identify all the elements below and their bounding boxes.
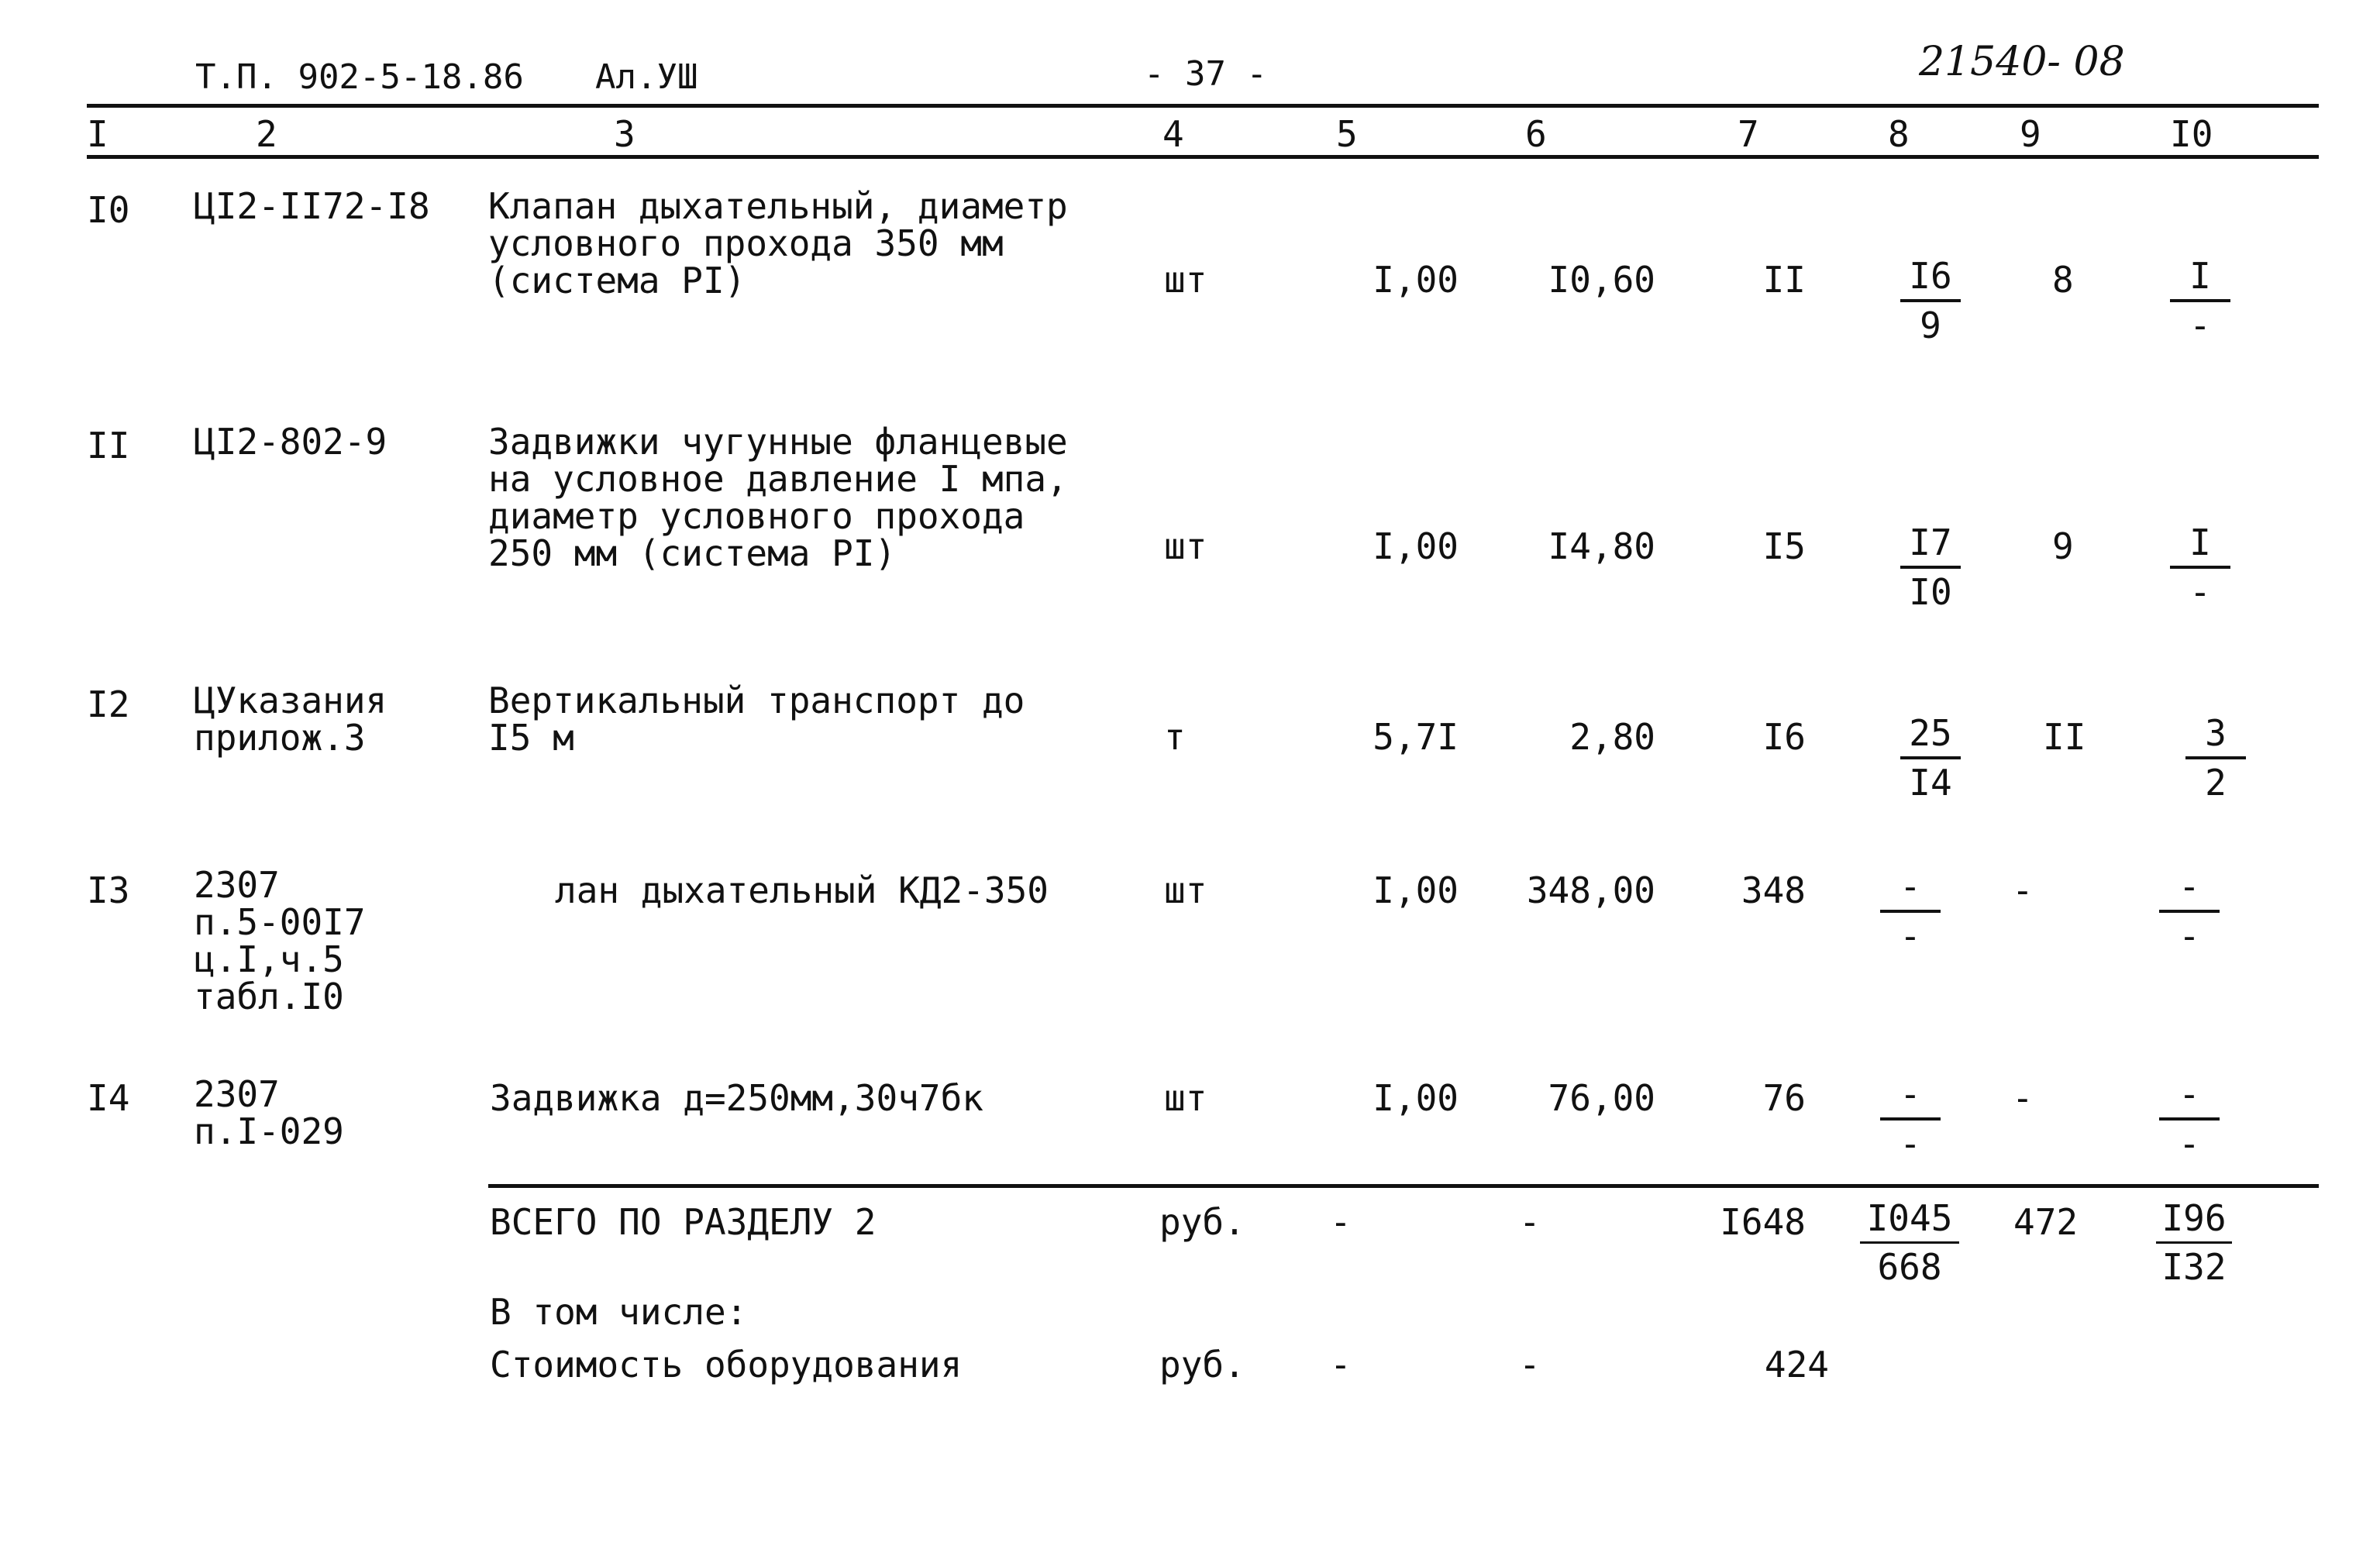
row-col9: 8 xyxy=(2052,259,2074,301)
fraction-bar xyxy=(2185,756,2246,759)
summary-rule xyxy=(488,1184,2319,1188)
row-col8-fraction xyxy=(1875,865,1945,958)
row-number: II xyxy=(87,425,130,466)
fraction-denominator: - xyxy=(2179,915,2200,957)
row-code: ЦI2-802-9 xyxy=(194,421,387,463)
column-header-5: 5 xyxy=(1336,113,1358,155)
row-total: 348 xyxy=(1741,869,1806,911)
row-col8-fraction xyxy=(1896,521,1965,614)
row-price: 76,00 xyxy=(1548,1077,1655,1119)
fraction-bar xyxy=(1900,299,1961,302)
equipment-total: 424 xyxy=(1764,1344,1829,1386)
row-qty: I,00 xyxy=(1373,1077,1459,1119)
fraction-bar xyxy=(2170,566,2230,569)
summary-qty: - xyxy=(1330,1201,1352,1243)
fraction-denominator: - xyxy=(1900,1123,1921,1165)
fraction-numerator: I045 xyxy=(1866,1197,1953,1239)
fraction-numerator: 25 xyxy=(1909,712,1952,754)
row-description: Вертикальный транспорт до I5 м xyxy=(488,680,1025,759)
row-number: I0 xyxy=(87,189,130,231)
fraction-numerator: - xyxy=(2179,866,2200,907)
row-qty: I,00 xyxy=(1373,259,1459,301)
row-col10-fraction xyxy=(2165,521,2235,614)
fraction-numerator: 3 xyxy=(2205,712,2227,754)
row-code: ЦI2-II72-I8 xyxy=(194,185,430,227)
summary-total: I648 xyxy=(1720,1201,1806,1243)
fraction-denominator: - xyxy=(2189,305,2211,346)
row-qty: I,00 xyxy=(1373,525,1459,567)
column-header-8: 8 xyxy=(1888,113,1910,155)
fraction-denominator: I0 xyxy=(1909,571,1952,613)
row-description: Задвижки чугунные фланцевые на условное давление I мпа, диаметр условного прохода 250 мм (система PI) xyxy=(488,421,1068,574)
fraction-numerator: I xyxy=(2189,255,2211,297)
header-rule-top xyxy=(87,104,2319,108)
row-total: I6 xyxy=(1762,716,1806,758)
column-header-7: 7 xyxy=(1738,113,1759,155)
page-number: - 37 - xyxy=(1144,54,1267,94)
album-label: Ал.УШ xyxy=(595,57,698,97)
fraction-bar xyxy=(1880,1117,1941,1121)
fraction-numerator: - xyxy=(2179,1073,2200,1115)
fraction-denominator: I4 xyxy=(1909,762,1952,804)
row-price: 2,80 xyxy=(1569,716,1655,758)
fraction-bar xyxy=(1880,910,1941,913)
row-total: I5 xyxy=(1762,525,1806,567)
summary-col9: 472 xyxy=(2013,1201,2079,1243)
row-unit: шт xyxy=(1164,869,1207,911)
column-header-4: 4 xyxy=(1162,113,1184,155)
summary-price: - xyxy=(1519,1201,1541,1243)
fraction-bar xyxy=(2159,1117,2220,1121)
fraction-bar xyxy=(1900,756,1961,759)
column-header-3: 3 xyxy=(614,113,635,155)
fraction-numerator: I96 xyxy=(2161,1197,2227,1239)
fraction-bar xyxy=(1860,1241,1959,1244)
including-label: В том числе: xyxy=(490,1291,748,1333)
row-col9: II xyxy=(2043,716,2086,758)
row-col9: 9 xyxy=(2052,525,2074,567)
fraction-numerator: - xyxy=(1900,1073,1921,1115)
row-qty: I,00 xyxy=(1373,869,1459,911)
summary-unit: руб. xyxy=(1159,1201,1245,1243)
equipment-label: Стоимость оборудования xyxy=(490,1344,963,1386)
fraction-denominator: - xyxy=(2179,1123,2200,1165)
fraction-bar xyxy=(1900,566,1961,569)
row-total: II xyxy=(1762,259,1806,301)
summary-col10-fraction xyxy=(2151,1196,2237,1289)
fraction-denominator: 2 xyxy=(2205,762,2227,804)
column-header-2: 2 xyxy=(256,113,277,155)
row-code: ЦУказания прилож.3 xyxy=(194,680,387,759)
fraction-bar xyxy=(2156,1241,2232,1244)
row-qty: 5,7I xyxy=(1373,716,1459,758)
fraction-numerator: I6 xyxy=(1909,255,1952,297)
row-description: Задвижка д=250мм,30ч7бк xyxy=(490,1077,983,1119)
row-price: 348,00 xyxy=(1526,869,1655,911)
row-col9: - xyxy=(2012,1077,2034,1119)
summary-label: ВСЕГО ПО РАЗДЕЛУ 2 xyxy=(490,1201,877,1243)
row-total: 76 xyxy=(1762,1077,1806,1119)
row-col8-fraction xyxy=(1896,254,1965,347)
summary-col8-fraction xyxy=(1855,1196,1964,1289)
row-code: 2307 п.5-00I7 ц.I,ч.5 табл.I0 xyxy=(194,864,366,1017)
row-unit: шт xyxy=(1164,259,1207,301)
column-header-1: I xyxy=(87,113,108,155)
fraction-denominator: - xyxy=(2189,571,2211,613)
row-col8-fraction xyxy=(1896,711,1965,804)
row-unit: шт xyxy=(1164,1077,1207,1119)
project-code: Т.П. 902-5-18.86 xyxy=(195,57,524,97)
fraction-bar xyxy=(2159,910,2220,913)
column-header-10: I0 xyxy=(2170,113,2213,155)
fraction-numerator: - xyxy=(1900,866,1921,907)
fraction-numerator: I7 xyxy=(1909,522,1952,563)
row-number: I4 xyxy=(87,1077,130,1119)
row-price: I4,80 xyxy=(1548,525,1655,567)
row-col10-fraction xyxy=(2165,254,2235,347)
fraction-denominator: - xyxy=(1900,915,1921,957)
row-price: I0,60 xyxy=(1548,259,1655,301)
fraction-denominator: I32 xyxy=(2161,1246,2227,1288)
fraction-numerator: I xyxy=(2189,522,2211,563)
fraction-bar xyxy=(2170,299,2230,302)
row-code: 2307 п.I-029 xyxy=(194,1073,344,1152)
row-unit: т xyxy=(1164,716,1186,758)
row-col10-fraction xyxy=(2154,865,2224,958)
column-header-9: 9 xyxy=(2020,113,2041,155)
row-col9: - xyxy=(2012,869,2034,911)
row-col8-fraction xyxy=(1875,1072,1945,1165)
fraction-denominator: 668 xyxy=(1877,1246,1942,1288)
column-header-6: 6 xyxy=(1525,113,1547,155)
row-unit: шт xyxy=(1164,525,1207,567)
equipment-price: - xyxy=(1519,1344,1541,1386)
row-description: лан дыхательный КД2-350 xyxy=(555,869,1049,911)
row-number: I2 xyxy=(87,683,130,725)
fraction-denominator: 9 xyxy=(1920,305,1941,346)
equipment-unit: руб. xyxy=(1159,1344,1245,1386)
row-number: I3 xyxy=(87,869,130,911)
row-col10-fraction xyxy=(2154,1072,2224,1165)
header-rule-bottom xyxy=(87,155,2319,159)
archive-number: 21540- 08 xyxy=(1919,39,2125,85)
row-col10-fraction xyxy=(2181,711,2251,804)
row-description: Клапан дыхательный, диаметр условного прохода 350 мм (система PI) xyxy=(488,185,1068,301)
equipment-qty: - xyxy=(1330,1344,1352,1386)
